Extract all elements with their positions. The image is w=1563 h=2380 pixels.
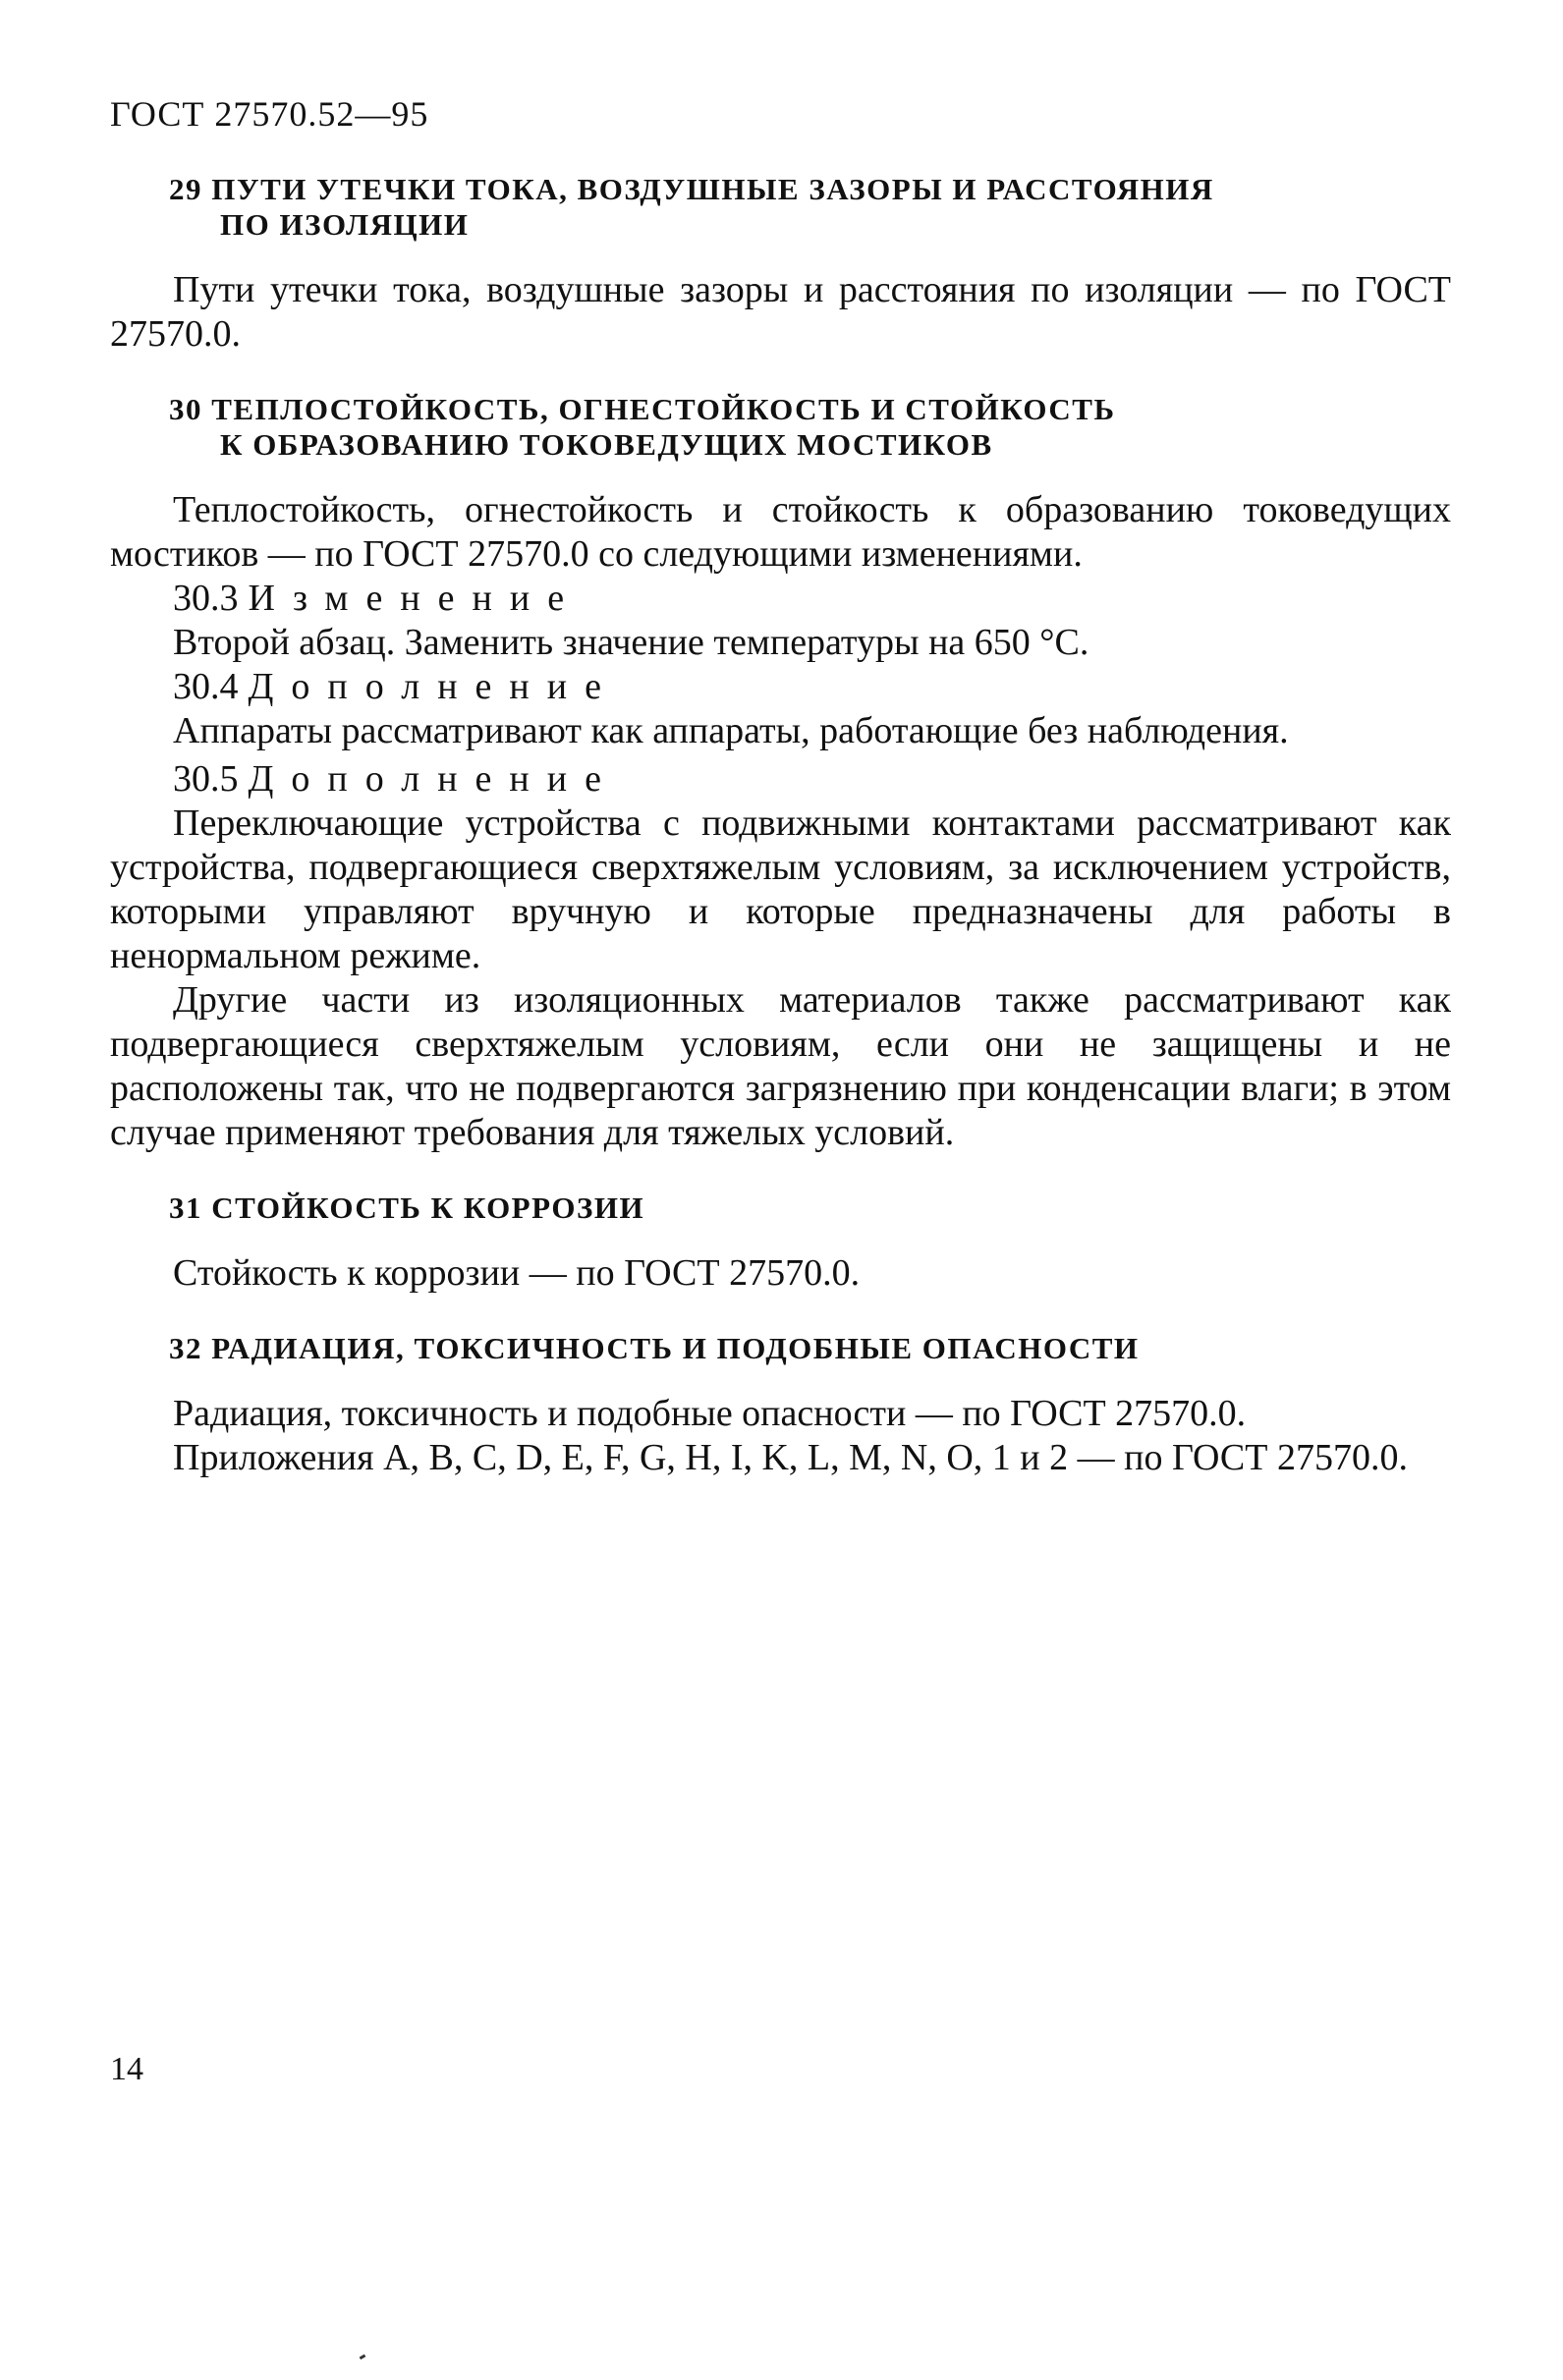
- item-30-4-number: 30.4: [173, 666, 239, 707]
- section-32-text-2: Приложения A, B, C, D, E, F, G, H, I, K, L, M, N, O, 1 и 2 — по ГОСТ 27570.0.: [173, 1437, 1408, 1478]
- running-header: ГОСТ 27570.52—95: [110, 94, 429, 134]
- section-31-text: Стойкость к коррозии — по ГОСТ 27570.0.: [173, 1252, 861, 1294]
- item-30-3-label: Изменение: [248, 578, 583, 619]
- section-32-heading: [169, 1331, 1451, 1366]
- section-29-text: Пути утечки тока, воздушные зазоры и расстояния по изоляции — по ГОСТ 27570.0.: [110, 269, 1451, 355]
- item-30-5-heading: [110, 757, 1451, 802]
- section-30-heading: [169, 392, 1451, 463]
- item-30-3-text: Второй абзац. Заменить значение температуры на 650 °С.: [173, 622, 1089, 663]
- section-29-heading-line2: ПО ИЗОЛЯЦИИ: [220, 207, 470, 242]
- section-29-heading: [169, 172, 1451, 243]
- item-30-4-label: Дополнение: [248, 666, 619, 707]
- item-30-3-number: 30.3: [173, 578, 239, 619]
- section-29-heading-line1: 29 ПУТИ УТЕЧКИ ТОКА, ВОЗДУШНЫЕ ЗАЗОРЫ И РАССТОЯНИЯ: [169, 172, 1214, 206]
- item-30-5-number: 30.5: [173, 758, 239, 800]
- section-31-heading-text: 31 СТОЙКОСТЬ К КОРРОЗИИ: [169, 1190, 645, 1225]
- item-30-5-label: Дополнение: [248, 758, 619, 800]
- scan-speck: [360, 2354, 366, 2360]
- item-30-5-text-2: Другие части из изоляционных материалов также рассматривают как подвергающиеся сверхтяжелым условиям, если они не защищены и не расположены так, что не подвергаются загрязнению при конденсации влаги; в этом случае применяют требования для тяжелых условий.: [110, 979, 1451, 1153]
- page-number: 14: [110, 2051, 143, 2087]
- item-30-5-text-1: Переключающие устройства с подвижными контактами рассматривают как устройства, подвергающиеся сверхтяжелым условиям, за исключением устройств, которыми управляют вручную и которые предназначены для работы в ненормальном режиме.: [110, 803, 1451, 976]
- item-30-3-heading: [110, 577, 1451, 621]
- section-30-heading-line2: К ОБРАЗОВАНИЮ ТОКОВЕДУЩИХ МОСТИКОВ: [220, 427, 993, 462]
- section-32-text-1: Радиация, токсичность и подобные опасности — по ГОСТ 27570.0.: [173, 1393, 1247, 1434]
- section-30-heading-line1: 30 ТЕПЛОСТОЙКОСТЬ, ОГНЕСТОЙКОСТЬ И СТОЙКОСТЬ: [169, 392, 1116, 426]
- item-30-4-text: Аппараты рассматривают как аппараты, работающие без наблюдения.: [173, 710, 1289, 751]
- section-30-text: Теплостойкость, огнестойкость и стойкость к образованию токоведущих мостиков — по ГОСТ 27570.0 со следующими изменениями.: [110, 489, 1451, 575]
- section-32-heading-text: 32 РАДИАЦИЯ, ТОКСИЧНОСТЬ И ПОДОБНЫЕ ОПАСНОСТИ: [169, 1331, 1140, 1365]
- document-body: [110, 172, 1451, 1480]
- section-31-heading: [169, 1190, 1451, 1226]
- item-30-4-heading: [110, 665, 1451, 709]
